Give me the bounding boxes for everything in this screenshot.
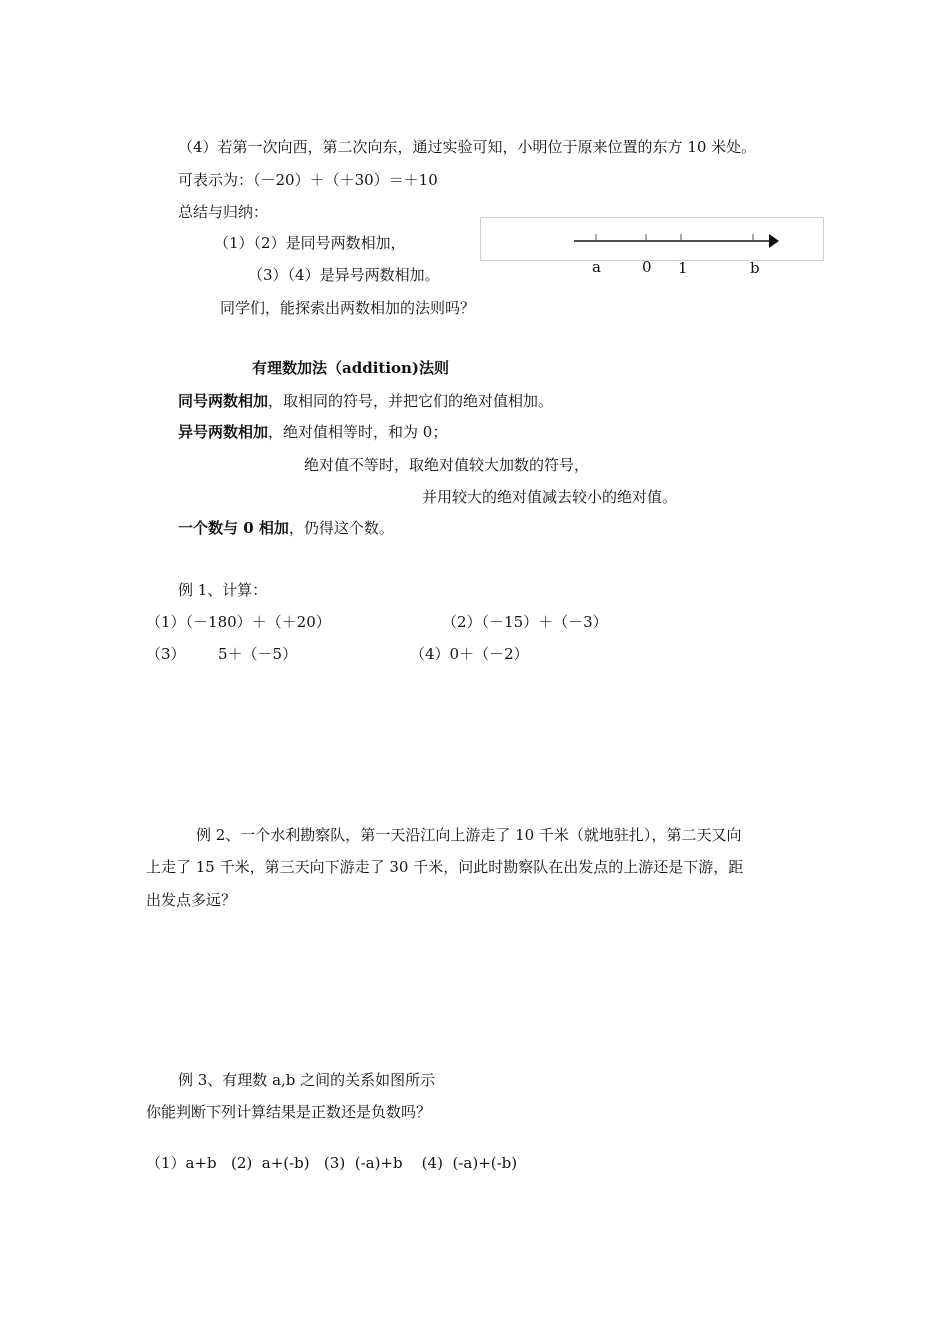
example2-line1: 例 2、一个水利勘察队，第一天沿江向上游走了 10 千米（就地驻扎），第二天又向: [196, 826, 742, 844]
rule-title: 有理数加法（addition)法则: [252, 359, 450, 377]
intro-line4: （4）若第一次向西，第二次向东，通过实验可知，小明位于原来位置的东方 10 米处。: [178, 138, 757, 156]
example1-item-3-expr: 5＋（－5）: [218, 645, 298, 663]
summary-item-2: （3）（4）是异号两数相加。: [248, 266, 440, 284]
number-line-label-0: 0: [642, 258, 652, 276]
rule-diff-sign-line2: 绝对值不等时，取绝对值较大加数的符号，: [304, 456, 590, 474]
rule-same-sign-text: ，取相同的符号，并把它们的绝对值相加。: [268, 392, 554, 410]
intro-question: 同学们，能探索出两数相加的法则吗？: [220, 299, 476, 317]
number-line-svg: [481, 218, 825, 262]
example2-line3: 出发点多远？: [146, 891, 237, 909]
rule-diff-sign-text: ，绝对值相等时，和为 0；: [268, 423, 448, 441]
number-line-label-b: b: [750, 259, 760, 277]
example3-question: 你能判断下列计算结果是正数还是负数吗？: [146, 1103, 432, 1121]
example1-item-2: （2）（－15）＋（－3）: [442, 613, 608, 631]
rule-zero-bold: 一个数与 0 相加: [178, 519, 289, 537]
number-line-label-a: a: [592, 258, 601, 276]
example3-items: （1）a+b (2) a+(-b) (3) (-a)+b (4) (-a)+(-b): [146, 1154, 518, 1172]
example2-line2: 上走了 15 千米，第三天向下游走了 30 千米，问此时勘察队在出发点的上游还是下游，距: [146, 858, 744, 876]
example1-item-1: （1）（－180）＋（＋20）: [146, 613, 331, 631]
summary-item-1: （1）（2）是同号两数相加，: [214, 234, 406, 252]
rule-diff-sign: [178, 422, 447, 442]
number-line-arrow: [769, 234, 779, 248]
number-line-label-1: 1: [678, 259, 688, 277]
rule-same-sign-bold: 同号两数相加: [178, 392, 269, 410]
intro-expression: 可表示为：（－20）＋（＋30）＝＋10: [178, 171, 438, 189]
example1-item-4: （4）0＋（－2）: [410, 645, 529, 663]
rule-diff-sign-line3: 并用较大的绝对值减去较小的绝对值。: [422, 488, 678, 506]
example1-title: 例 1、计算：: [178, 581, 268, 599]
example3-title: 例 3、有理数 a,b 之间的关系如图所示: [178, 1071, 436, 1089]
rule-zero-text: ，仍得这个数。: [288, 519, 394, 537]
rule-zero: [178, 518, 394, 538]
summary-title: 总结与归纳：: [178, 203, 269, 221]
rule-diff-sign-bold: 异号两数相加: [178, 423, 269, 441]
rule-same-sign: [178, 391, 553, 411]
example1-item-3-label: （3）: [146, 645, 186, 663]
number-line-figure: [480, 217, 824, 261]
